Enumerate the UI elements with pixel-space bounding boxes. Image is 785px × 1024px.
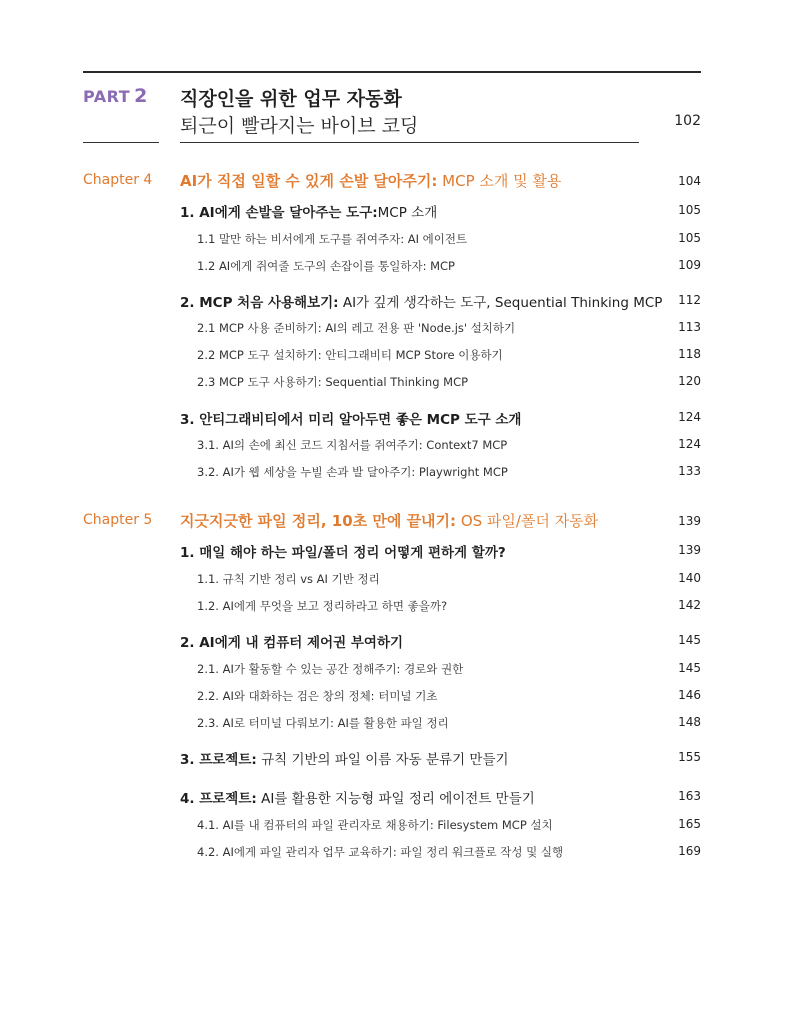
part-page-number: 102 bbox=[674, 113, 701, 129]
section-page: 105 bbox=[678, 203, 701, 217]
subsection-page: 120 bbox=[678, 374, 701, 388]
subsection-title: 1.1. 규칙 기반 정리 vs AI 기반 정리 bbox=[197, 572, 380, 586]
section-page: 124 bbox=[678, 410, 701, 424]
subsection-title: 2.3. AI로 터미널 다뤄보기: AI를 활용한 파일 정리 bbox=[197, 716, 449, 730]
subsection-row[interactable] bbox=[0, 594, 785, 616]
subsection-title: 1.1 말만 하는 비서에게 도구를 쥐여주자: AI 에이전트 bbox=[197, 232, 468, 246]
subsection-title: 1.2. AI에게 무엇을 보고 정리하라고 하면 좋을까? bbox=[197, 599, 448, 613]
subsection-page: 105 bbox=[678, 231, 701, 245]
subsection-title: 2.1. AI가 활동할 수 있는 공간 정해주기: 경로와 권한 bbox=[197, 662, 464, 676]
subsection-title: 3.1. AI의 손에 최신 코드 지침서를 쥐여주기: Context7 MCP bbox=[197, 438, 508, 452]
part-rule-right bbox=[180, 142, 639, 143]
subsection-page: 169 bbox=[678, 844, 701, 858]
subsection-row[interactable] bbox=[0, 316, 785, 338]
top-rule bbox=[83, 71, 701, 73]
subsection-title: 2.3 MCP 도구 사용하기: Sequential Thinking MCP bbox=[197, 375, 469, 389]
subsection-title: 2.2 MCP 도구 설치하기: 안티그래비티 MCP Store 이용하기 bbox=[197, 348, 503, 362]
chapter-5-row[interactable] bbox=[0, 510, 785, 532]
section-row[interactable] bbox=[0, 539, 785, 561]
subsection-row[interactable] bbox=[0, 433, 785, 455]
subsection-row[interactable] bbox=[0, 567, 785, 589]
subsection-title: 3.2. AI가 웹 세상을 누빌 손과 발 달아주기: Playwright MCP bbox=[197, 465, 508, 479]
section-row[interactable] bbox=[0, 785, 785, 807]
subsection-page: 140 bbox=[678, 571, 701, 585]
section-page: 163 bbox=[678, 789, 701, 803]
section-page: 145 bbox=[678, 633, 701, 647]
chapter-4-row[interactable] bbox=[0, 170, 785, 192]
section-row[interactable] bbox=[0, 629, 785, 651]
subsection-row[interactable] bbox=[0, 684, 785, 706]
part-rule-left bbox=[83, 142, 159, 143]
subsection-page: 142 bbox=[678, 598, 701, 612]
subsection-row[interactable] bbox=[0, 460, 785, 482]
section-title: 2. MCP 처음 사용해보기: AI가 깊게 생각하는 도구, Sequential Thinking MCP bbox=[180, 295, 663, 311]
section-title: 1. 매일 해야 하는 파일/폴더 정리 어떻게 편하게 할까? bbox=[180, 545, 506, 561]
subsection-page: 146 bbox=[678, 688, 701, 702]
chapter-page: 139 bbox=[678, 514, 701, 528]
chapter-title: AI가 직접 일할 수 있게 손발 달아주기: MCP 소개 및 활용 bbox=[180, 172, 562, 190]
subsection-page: 109 bbox=[678, 258, 701, 272]
section-title: 3. 프로젝트: 규칙 기반의 파일 이름 자동 분류기 만들기 bbox=[180, 752, 509, 768]
section-page: 155 bbox=[678, 750, 701, 764]
subsection-page: 118 bbox=[678, 347, 701, 361]
subsection-page: 124 bbox=[678, 437, 701, 451]
part-title: 직장인을 위한 업무 자동화 bbox=[180, 88, 402, 110]
chapter-label: Chapter 4 bbox=[83, 172, 153, 188]
subsection-page: 148 bbox=[678, 715, 701, 729]
subsection-row[interactable] bbox=[0, 370, 785, 392]
subsection-page: 133 bbox=[678, 464, 701, 478]
section-page: 112 bbox=[678, 293, 701, 307]
section-page: 139 bbox=[678, 543, 701, 557]
section-row[interactable] bbox=[0, 199, 785, 221]
section-title: 3. 안티그래비티에서 미리 알아두면 좋은 MCP 도구 소개 bbox=[180, 412, 522, 428]
subsection-row[interactable] bbox=[0, 343, 785, 365]
subsection-row[interactable] bbox=[0, 227, 785, 249]
subsection-page: 145 bbox=[678, 661, 701, 675]
section-title: 4. 프로젝트: AI를 활용한 지능형 파일 정리 에이전트 만들기 bbox=[180, 791, 535, 807]
section-title: 1. AI에게 손발을 달아주는 도구:MCP 소개 bbox=[180, 205, 438, 221]
subsection-row[interactable] bbox=[0, 711, 785, 733]
part-number: 2 bbox=[134, 85, 148, 107]
subsection-row[interactable] bbox=[0, 254, 785, 276]
section-title: 2. AI에게 내 컴퓨터 제어권 부여하기 bbox=[180, 635, 404, 651]
chapter-page: 104 bbox=[678, 174, 701, 188]
section-row[interactable] bbox=[0, 746, 785, 768]
subsection-title: 1.2 AI에게 쥐여줄 도구의 손잡이를 통일하자: MCP bbox=[197, 259, 455, 273]
chapter-title: 지긋지긋한 파일 정리, 10초 만에 끝내기: OS 파일/폴더 자동화 bbox=[180, 512, 599, 530]
subsection-page: 165 bbox=[678, 817, 701, 831]
section-row[interactable] bbox=[0, 406, 785, 428]
chapter-label: Chapter 5 bbox=[83, 512, 153, 528]
part-label: PART 2 bbox=[83, 85, 148, 107]
subsection-title: 4.2. AI에게 파일 관리자 업무 교육하기: 파일 정리 워크플로 작성 및 실행 bbox=[197, 845, 564, 859]
subsection-title: 2.1 MCP 사용 준비하기: AI의 레고 전용 판 'Node.js' 설치하기 bbox=[197, 321, 516, 335]
part-subtitle: 퇴근이 빨라지는 바이브 코딩 bbox=[180, 115, 419, 137]
subsection-title: 2.2. AI와 대화하는 검은 창의 정체: 터미널 기초 bbox=[197, 689, 438, 703]
subsection-row[interactable] bbox=[0, 813, 785, 835]
subsection-row[interactable] bbox=[0, 840, 785, 862]
subsection-page: 113 bbox=[678, 320, 701, 334]
section-row[interactable] bbox=[0, 289, 785, 311]
subsection-title: 4.1. AI를 내 컴퓨터의 파일 관리자로 채용하기: Filesystem MCP 설치 bbox=[197, 818, 553, 832]
subsection-row[interactable] bbox=[0, 657, 785, 679]
